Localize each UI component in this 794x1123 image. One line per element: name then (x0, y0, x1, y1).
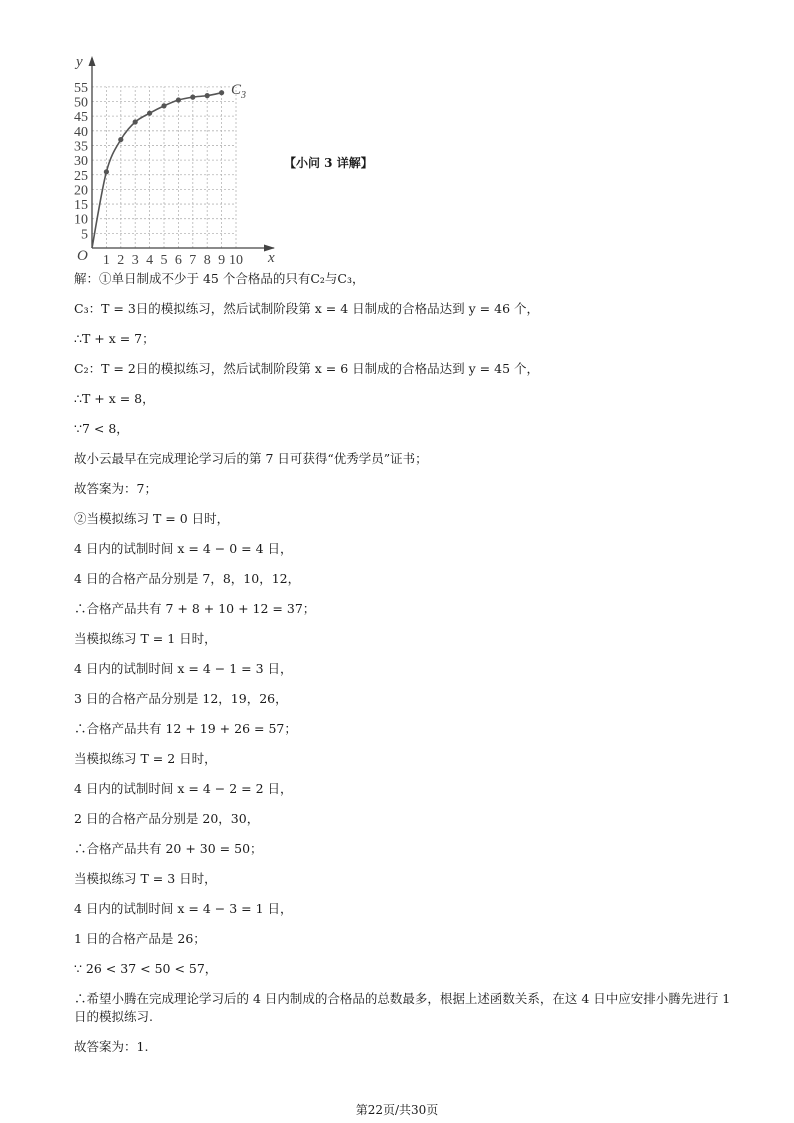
x-tick-label: 1 (102, 253, 110, 268)
x-tick-label: 7 (189, 253, 197, 268)
origin-label: O (77, 248, 88, 264)
text-line: 4 日的合格产品分别是 7，8，10，12， (74, 571, 301, 586)
y-tick-label: 15 (74, 198, 88, 214)
y-axis-arrow (89, 56, 96, 66)
text-line: 故答案为：7； (74, 481, 157, 496)
text-line: 4 日内的试制时间 x = 4 − 0 = 4 日， (74, 541, 293, 556)
text-line: 2 日的合格产品分别是 20，30， (74, 811, 260, 826)
data-point (133, 119, 138, 124)
text-line: 当模拟练习 T = 2 日时， (74, 751, 217, 766)
chart-axes (89, 56, 276, 252)
y-tick-label: 20 (74, 183, 88, 199)
y-tick-label: 30 (74, 154, 88, 170)
y-tick-label: 50 (74, 95, 88, 111)
y-tick-label: 5 (81, 227, 88, 243)
text-line: 故答案为：1. (74, 1039, 149, 1054)
text-line: ∴T + x = 8， (74, 391, 155, 406)
page-footer: 第22页/共30页 (355, 1103, 439, 1117)
text-line: ∴T + x = 7； (74, 331, 155, 346)
text-line: 4 日内的试制时间 x = 4 − 3 = 1 日， (74, 901, 293, 916)
section-heading: 【小问 3 详解】 (284, 156, 373, 170)
text-line: 故小云最早在完成理论学习后的第 7 日可获得“优秀学员”证书； (74, 451, 428, 466)
chart-svg (64, 52, 284, 270)
x-tick-label: 10 (229, 253, 243, 268)
data-point (147, 111, 152, 116)
text-line: 3 日的合格产品分别是 12，19，26， (74, 691, 288, 706)
text-line: ∴合格产品共有 20 + 30 = 50； (74, 841, 263, 856)
y-tick-label: 45 (74, 110, 88, 126)
data-point (104, 169, 109, 174)
data-point (176, 97, 181, 102)
text-line: ∵ 26 < 37 < 50 < 57， (74, 961, 218, 976)
text-line: 4 日内的试制时间 x = 4 − 1 = 3 日， (74, 661, 293, 676)
x-tick-label: 6 (174, 253, 182, 268)
text-line: ②当模拟练习 T = 0 日时， (74, 511, 230, 526)
x-tick-label: 5 (160, 253, 168, 268)
x-axis-label: x (268, 250, 275, 266)
text-line: 当模拟练习 T = 1 日时， (74, 631, 217, 646)
chart-grid (92, 87, 236, 248)
data-point (190, 95, 195, 100)
y-axis-label: y (76, 54, 83, 70)
data-point (161, 103, 166, 108)
text-line: C₂：T = 2日的模拟练习，然后试制阶段第 x = 6 日制成的合格品达到 y = 45 个， (74, 361, 539, 376)
text-line: ∴合格产品共有 12 + 19 + 26 = 57； (74, 721, 297, 736)
text-line: 当模拟练习 T = 3 日时， (74, 871, 217, 886)
x-tick-label: 3 (131, 253, 139, 268)
text-line: ∴希望小腾在完成理论学习后的 4 日内制成的合格品的总数最多，根据上述函数关系，在这 4 日中应安排小腾先进行 1 日的模拟练习. (74, 991, 731, 1024)
data-point (205, 93, 210, 98)
y-tick-label: 35 (74, 139, 88, 155)
y-tick-label: 40 (74, 124, 88, 140)
text-line: ∵7 < 8， (74, 421, 129, 436)
text-line: 解：①单日制成不少于 45 个合格品的只有C₂与C₃， (74, 271, 365, 286)
text-line: 1 日的合格产品是 26； (74, 931, 206, 946)
x-tick-label: 4 (146, 253, 154, 268)
text-line: ∴合格产品共有 7 + 8 + 10 + 12 = 37； (74, 601, 316, 616)
text-line: C₃：T = 3日的模拟练习，然后试制阶段第 x = 4 日制成的合格品达到 y = 46 个， (74, 301, 539, 316)
data-point (219, 90, 224, 95)
curve-label: $C_3$ (231, 82, 247, 101)
chart (64, 52, 284, 270)
text-line: 4 日内的试制时间 x = 4 − 2 = 2 日， (74, 781, 293, 796)
x-tick-label: 2 (117, 253, 125, 268)
x-tick-label: 8 (203, 253, 211, 268)
data-point (118, 137, 123, 142)
x-tick-label: 9 (218, 253, 226, 268)
y-tick-label: 10 (74, 212, 88, 228)
y-tick-label: 55 (74, 80, 88, 96)
y-tick-label: 25 (74, 168, 88, 184)
